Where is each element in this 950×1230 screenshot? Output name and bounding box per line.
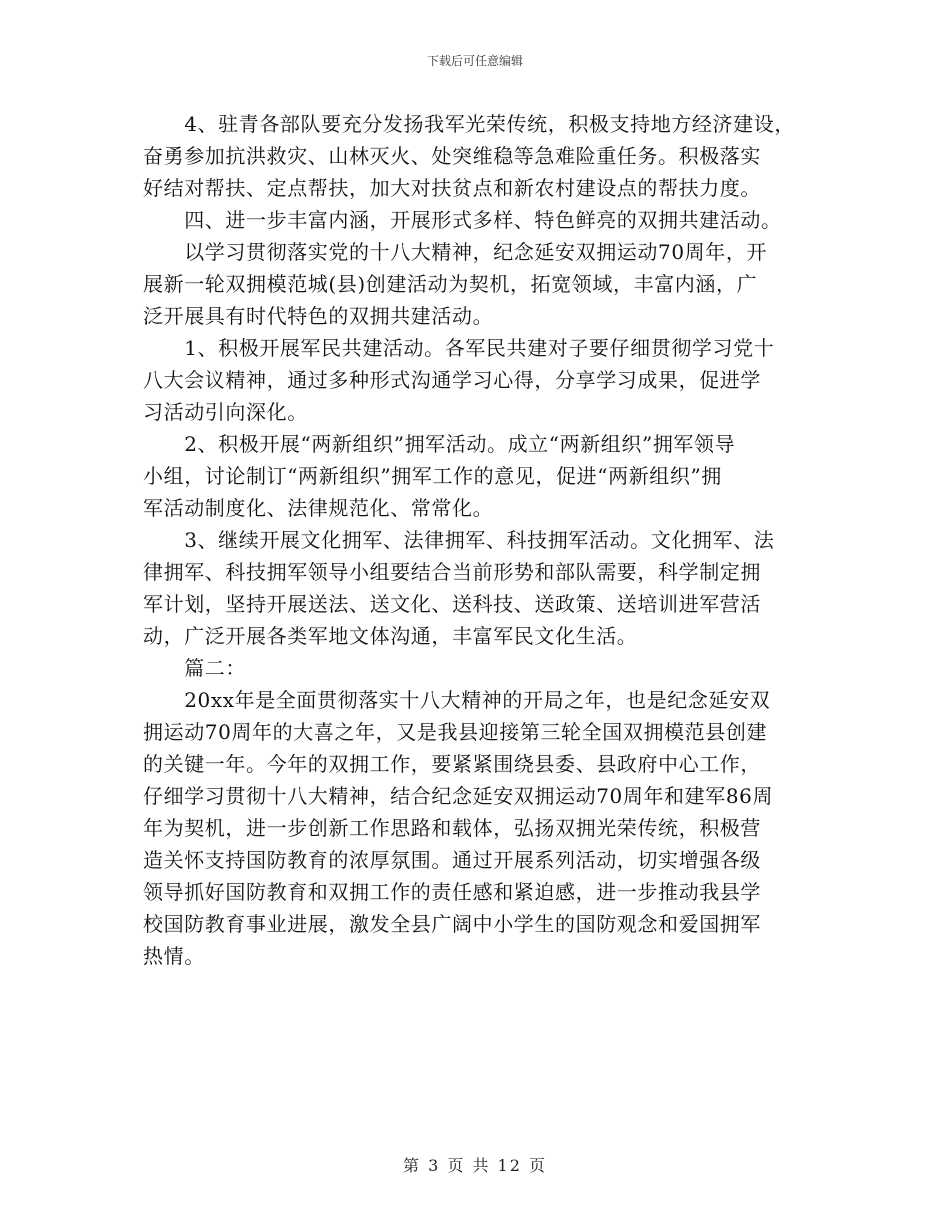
text-line: 领导抓好国防教育和双拥工作的责任感和紧迫感，进一步推动我县学 xyxy=(143,880,761,904)
text-line: 八大会议精神，通过多种形式沟通学习心得，分享学习成果，促进学 xyxy=(143,368,761,392)
text-line: 4、驻青各部队要充分发扬我军光荣传统，积极支持地方经济建设， xyxy=(143,112,795,136)
text-line: 年为契机，进一步创新工作思路和载体，弘扬双拥光荣传统，积极营 xyxy=(143,816,761,840)
page-header: 下载后可任意编辑 xyxy=(426,54,523,68)
text-line: 热情。 xyxy=(143,944,205,968)
text-line: 展新一轮双拥模范城(县)创建活动为契机，拓宽领域，丰富内涵，广 xyxy=(143,272,758,296)
text-line: 3、继续开展文化拥军、法律拥军、科技拥军活动。文化拥军、法 xyxy=(143,528,775,552)
text-line: 的关键一年。今年的双拥工作，要紧紧围绕县委、县政府中心工作， xyxy=(143,752,761,776)
text-line: 四、进一步丰富内涵，开展形式多样、特色鲜亮的双拥共建活动。 xyxy=(143,208,782,232)
text-line: 1、积极开展军民共建活动。各军民共建对子要仔细贯彻学习党十 xyxy=(143,336,775,360)
text-line: 奋勇参加抗洪救灾、山林灭火、处突维稳等急难险重任务。积极落实 xyxy=(143,144,761,168)
text-line: 动，广泛开展各类军地文体沟通，丰富军民文化生活。 xyxy=(143,624,638,648)
text-line: 习活动引向深化。 xyxy=(143,400,308,424)
text-line: 20xx年是全面贯彻落实十八大精神的开局之年，也是纪念延安双 xyxy=(143,688,771,712)
text-line: 军活动制度化、法律规范化、常常化。 xyxy=(143,496,494,520)
text-line: 校国防教育事业进展，激发全县广阔中小学生的国防观念和爱国拥军 xyxy=(143,912,761,936)
text-line: 律拥军、科技拥军领导小组要结合当前形势和部队需要，科学制定拥 xyxy=(143,560,761,584)
text-line: 造关怀支持国防教育的浓厚氛围。通过开展系列活动，切实增强各级 xyxy=(143,848,761,872)
text-line: 篇二： xyxy=(143,656,246,680)
text-line: 仔细学习贯彻十八大精神，结合纪念延安双拥运动70周年和建军86周 xyxy=(143,784,774,808)
text-line: 拥运动70周年的大喜之年，又是我县迎接第三轮全国双拥模范县创建 xyxy=(143,720,768,744)
document-body xyxy=(143,108,823,972)
text-line: 小组，讨论制订“两新组织”拥军工作的意见，促进“两新组织”拥 xyxy=(143,464,722,488)
text-line: 军计划，坚持开展送法、送文化、送科技、送政策、送培训进军营活 xyxy=(143,592,761,616)
page-number-footer: 第 3 页 共 12 页 xyxy=(403,1156,547,1175)
text-line: 好结对帮扶、定点帮扶，加大对扶贫点和新农村建设点的帮扶力度。 xyxy=(143,176,761,200)
text-line: 以学习贯彻落实党的十八大精神，纪念延安双拥运动70周年，开 xyxy=(143,240,768,264)
text-line: 2、积极开展“两新组织”拥军活动。成立“两新组织”拥军领导 xyxy=(143,432,736,456)
text-line: 泛开展具有时代特色的双拥共建活动。 xyxy=(143,304,494,328)
